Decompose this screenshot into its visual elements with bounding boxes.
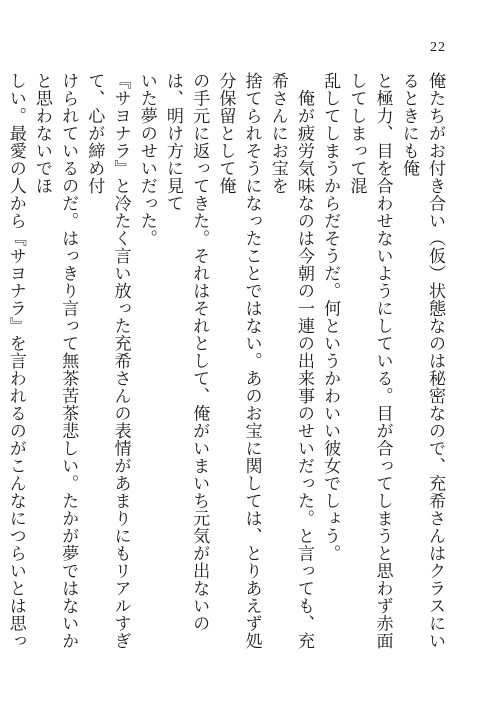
vertical-text-body xyxy=(5,72,448,662)
text-line-0: 俺たちがお付き合い（仮）状態なのは秘密なので、充希さんはクラスにいるときにも俺 xyxy=(398,72,445,650)
text-line-3: 俺が疲労気味なのは今朝の一連の出来事のせいだった。と言っても、充希さんにお宝を xyxy=(267,72,314,650)
text-line-9: しい。最愛の人から『サヨナラ』を言われるのがこんなにつらいとは思っ xyxy=(5,72,26,650)
text-line-2: 乱してしまうからだそうだ。何というかわいい彼女でしょう。 xyxy=(320,72,341,562)
text-line-6: いた夢のせいだった。 xyxy=(136,72,157,247)
text-line-4: 捨てられそうになったことではない。あのお宝に関しては、とりあえず処分保留として俺 xyxy=(215,72,262,650)
text-line-7: 『サヨナラ』と冷たく言い放った充希さんの表情があまりにもリアルすぎて、心が締め付 xyxy=(84,72,131,650)
page-number: 22 xyxy=(430,40,446,55)
text-line-1: と極力、目を合わせないようにしている。目が合ってしまうと思わず赤面してしまって混 xyxy=(346,72,393,650)
text-line-8: けられているのだ。はっきり言って無茶苦茶悲しい。たかが夢ではないかと思わないでほ xyxy=(31,72,79,650)
text-line-5: の手元に返ってきた。それはそれとして、俺がいまいち元気が出ないのは、明け方に見て xyxy=(162,72,210,632)
